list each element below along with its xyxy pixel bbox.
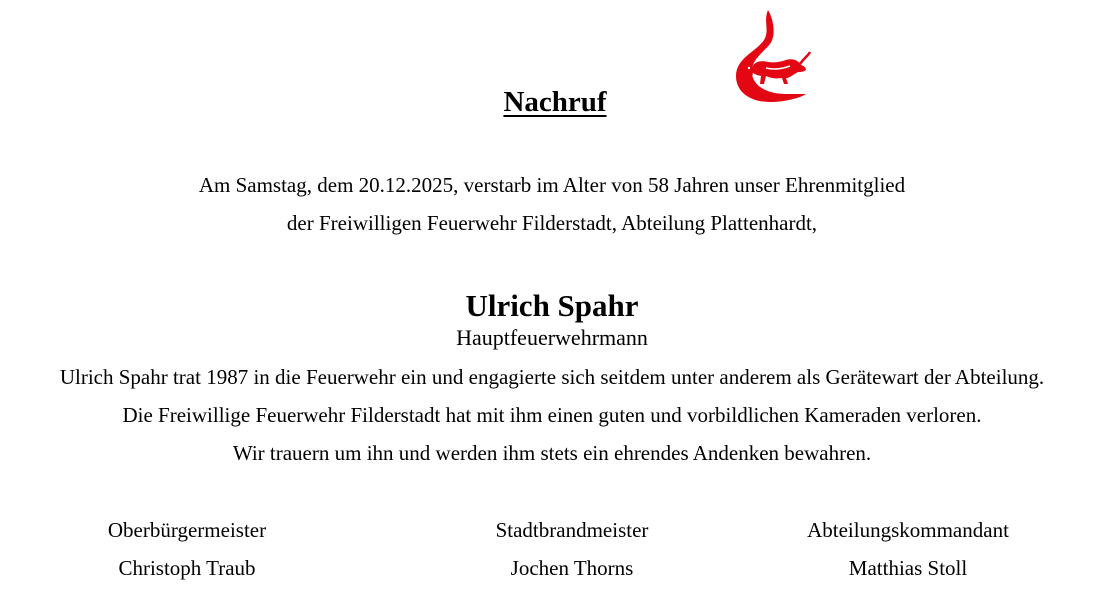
body-line-3: Wir trauern um ihn und werden ihm stets ein ehrendes Andenken bewahren.: [232, 441, 872, 465]
intro-line-1: Am Samstag, dem 20.12.2025, verstarb im Alter von 58 Jahren unser Ehrenmitglied: [198, 173, 906, 197]
signatory-role-fire-chief: Stadtbrandmeister: [495, 518, 649, 542]
deceased-rank: Hauptfeuerwehrmann: [456, 325, 648, 350]
signatory-name-fire-chief: Jochen Thorns: [510, 556, 634, 580]
signatory-name-mayor: Christoph Traub: [118, 556, 256, 580]
intro-line-2: der Freiwilligen Feuerwehr Filderstadt, Abteilung Plattenhardt,: [286, 211, 818, 235]
body-line-1: Ulrich Spahr trat 1987 in die Feuerwehr ein und engagierte sich seitdem unter anderem als Gerätewart der Abteilung.: [59, 365, 1045, 389]
document-title: Nachruf: [503, 86, 607, 118]
deceased-name: Ulrich Spahr: [465, 288, 639, 323]
signatory-role-mayor: Oberbürgermeister: [107, 518, 267, 542]
fire-department-logo-icon: [730, 8, 812, 104]
signatory-name-commander: Matthias Stoll: [848, 556, 968, 580]
body-line-2: Die Freiwillige Feuerwehr Filderstadt hat mit ihm einen guten und vorbildlichen Kameraden verloren.: [122, 403, 982, 427]
signatory-role-commander: Abteilungskommandant: [807, 518, 1009, 542]
